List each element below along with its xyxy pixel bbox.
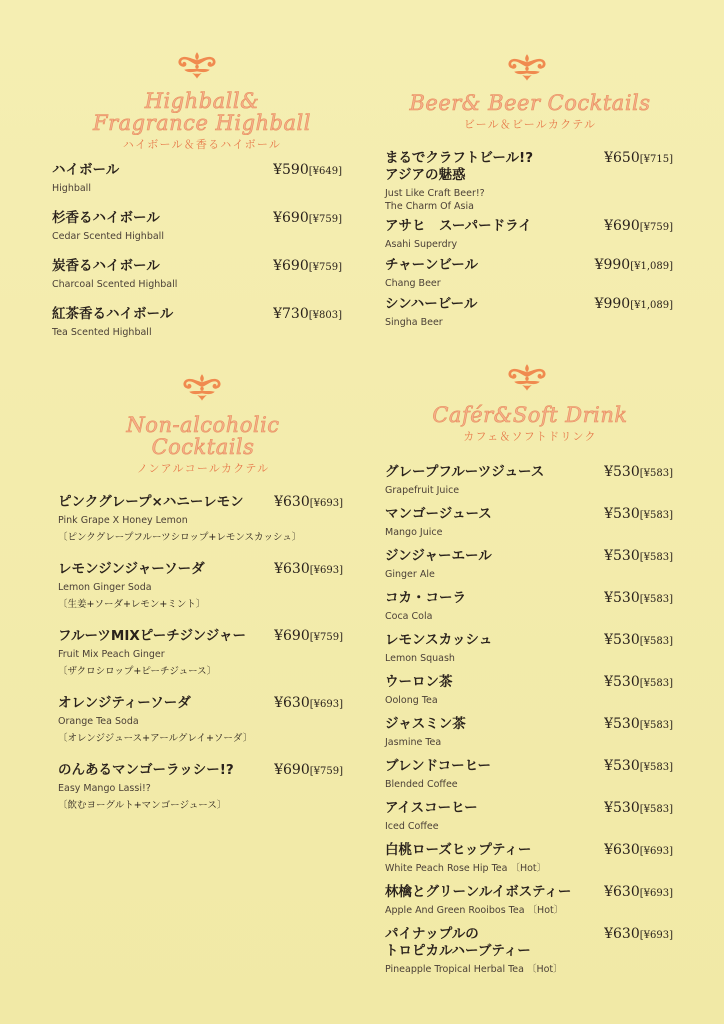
- item-name: フルーツMIXピーチジンジャー: [58, 628, 247, 644]
- item-ingredients: 〔ピンクグレープフルーツシロップ+レモンスカッシュ〕: [58, 532, 302, 543]
- item-name-en: Lemon Squash: [385, 653, 455, 664]
- beer-header: [385, 52, 675, 82]
- section-title-en: Beer& Beer Cocktails: [409, 91, 651, 115]
- item-name: まるでクラフトビール!?: [385, 150, 534, 166]
- menu-item: [385, 674, 673, 716]
- item-ingredients: 〔生姜+ソーダ+レモン+ミント〕: [58, 599, 206, 610]
- item-name: アサヒ スーパードライ: [385, 218, 532, 234]
- item-name: 林檎とグリーンルイボスティー: [385, 884, 572, 900]
- highball-list: [52, 162, 342, 354]
- item-price: ¥630[¥693]: [274, 494, 343, 510]
- section-title-en: Non-alcoholic: [126, 413, 280, 437]
- beer-list: [385, 150, 673, 335]
- item-price: ¥530[¥583]: [604, 800, 673, 816]
- menu-item: [385, 257, 673, 296]
- item-name: オレンジティーソーダ: [58, 695, 191, 711]
- menu-item: [385, 632, 673, 674]
- item-price: ¥630[¥693]: [604, 926, 673, 942]
- fleur-ornament-icon: [503, 362, 551, 392]
- menu-item: [385, 926, 673, 982]
- item-price: ¥990[¥1,089]: [594, 296, 673, 312]
- item-name-en: Highball: [52, 183, 91, 194]
- menu-item: [58, 561, 343, 628]
- item-price: ¥530[¥583]: [604, 758, 673, 774]
- menu-item: [52, 306, 342, 354]
- section-title-ja: ビール＆ビールカクテル: [463, 118, 597, 131]
- menu-item: [385, 464, 673, 506]
- item-name: ウーロン茶: [385, 674, 453, 690]
- item-name-en: Coca Cola: [385, 611, 433, 622]
- item-price: ¥690[¥759]: [273, 258, 342, 274]
- item-name-en: Blended Coffee: [385, 779, 458, 790]
- highball-header: [112, 50, 282, 80]
- item-name-en: Ginger Ale: [385, 569, 435, 580]
- cafe-section: [385, 362, 675, 975]
- item-price: ¥690[¥759]: [604, 218, 673, 234]
- item-price: ¥530[¥583]: [604, 548, 673, 564]
- item-name: 炭香るハイボール: [52, 258, 160, 274]
- menu-item: [385, 758, 673, 800]
- item-name-en: Charcoal Scented Highball: [52, 279, 178, 290]
- menu-item: [385, 150, 673, 218]
- item-name-line2: アジアの魅惑: [385, 167, 466, 183]
- highball-section: [52, 50, 342, 338]
- menu-item: [52, 162, 342, 210]
- item-name-en: Iced Coffee: [385, 821, 439, 832]
- section-title-ja: ノンアルコールカクテル: [136, 462, 270, 475]
- item-price: ¥530[¥583]: [604, 464, 673, 480]
- menu-item: [58, 628, 343, 695]
- item-name: レモンジンジャーソーダ: [58, 561, 205, 577]
- item-name-en: Orange Tea Soda: [58, 716, 139, 727]
- item-price: ¥530[¥583]: [604, 590, 673, 606]
- nonalc-header: [58, 372, 343, 402]
- item-name: シンハービール: [385, 296, 478, 312]
- item-name: マンゴージュース: [385, 506, 492, 522]
- item-ingredients: 〔ザクロシロップ+ピーチジュース〕: [58, 666, 217, 677]
- item-name: ブレンドコーヒー: [385, 758, 492, 774]
- item-name: 杉香るハイボール: [52, 210, 160, 226]
- item-price: ¥630[¥693]: [274, 695, 343, 711]
- section-title-en: Cafér&Soft Drink: [432, 403, 628, 427]
- item-name-en: Lemon Ginger Soda: [58, 582, 152, 593]
- menu-item: [58, 494, 343, 561]
- item-name-en: Oolong Tea: [385, 695, 438, 706]
- item-price: ¥630[¥693]: [604, 884, 673, 900]
- item-name: ピンクグレープ×ハニーレモン: [58, 494, 244, 510]
- item-name-en: Cedar Scented Highball: [52, 231, 164, 242]
- menu-item: [385, 800, 673, 842]
- item-name-en: Tea Scented Highball: [52, 327, 152, 338]
- item-name: チャーンビール: [385, 257, 479, 273]
- nonalc-title-block: [58, 414, 348, 476]
- item-name-line2: トロピカルハーブティー: [385, 943, 531, 959]
- menu-item: [52, 210, 342, 258]
- item-price: ¥690[¥759]: [273, 210, 342, 226]
- item-ingredients: 〔飲むヨーグルト+マンゴージュース〕: [58, 800, 227, 811]
- menu-item: [385, 218, 673, 257]
- item-price: ¥990[¥1,089]: [594, 257, 673, 273]
- item-name-en: Singha Beer: [385, 317, 443, 328]
- item-name-en: Easy Mango Lassi!?: [58, 783, 151, 794]
- section-title-en-2: Cocktails: [151, 435, 255, 459]
- item-price: ¥690[¥759]: [274, 628, 343, 644]
- item-name-en: Just Like Craft Beer!?: [385, 188, 485, 199]
- cafe-title-block: [385, 404, 675, 444]
- menu-item: [385, 506, 673, 548]
- nonalc-list: [58, 494, 343, 829]
- item-name: ジンジャーエール: [385, 548, 492, 564]
- item-price: ¥690[¥759]: [274, 762, 343, 778]
- item-name-en: Mango Juice: [385, 527, 443, 538]
- menu-item: [385, 716, 673, 758]
- menu-item: [385, 842, 673, 884]
- item-name: パイナップルの: [385, 926, 479, 942]
- beer-section: [385, 52, 675, 328]
- item-name-en: Jasmine Tea: [385, 737, 442, 748]
- menu-item: [385, 548, 673, 590]
- section-title-ja: ハイボール＆香るハイボール: [122, 138, 282, 151]
- item-price: ¥530[¥583]: [604, 674, 673, 690]
- menu-item: [58, 695, 343, 762]
- menu-item: [385, 296, 673, 335]
- item-name: ハイボール: [52, 162, 120, 178]
- item-name-en: Grapefruit Juice: [385, 485, 460, 496]
- item-name-en: Pineapple Tropical Herbal Tea 〔Hot〕: [385, 964, 563, 975]
- menu-item: [385, 884, 673, 926]
- item-name-en: White Peach Rose Hip Tea 〔Hot〕: [385, 863, 547, 874]
- section-title-en-2: Fragrance Highball: [93, 111, 311, 135]
- item-name-en: Fruit Mix Peach Ginger: [58, 649, 165, 660]
- section-title-en: Highball&: [144, 89, 260, 113]
- cafe-header: [385, 362, 675, 392]
- fleur-ornament-icon: [503, 52, 551, 82]
- item-name-en: Chang Beer: [385, 278, 441, 289]
- item-price: ¥650[¥715]: [604, 150, 673, 166]
- menu-item: [52, 258, 342, 306]
- highball-title-block: [42, 90, 362, 152]
- item-name: 紅茶香るハイボール: [52, 306, 174, 322]
- item-name: のんあるマンゴーラッシー!?: [58, 762, 234, 778]
- beer-title-block: [380, 92, 680, 132]
- item-price: ¥590[¥649]: [273, 162, 342, 178]
- nonalc-section: [58, 372, 343, 811]
- item-name-en: Pink Grape X Honey Lemon: [58, 515, 188, 526]
- item-price: ¥630[¥693]: [274, 561, 343, 577]
- item-name: 白桃ローズヒップティー: [385, 842, 532, 858]
- section-title-ja: カフェ＆ソフトドリンク: [463, 430, 597, 443]
- item-price: ¥530[¥583]: [604, 716, 673, 732]
- item-price: ¥730[¥803]: [273, 306, 342, 322]
- menu-item: [385, 590, 673, 632]
- cafe-list: [385, 464, 673, 982]
- item-name: ジャスミン茶: [385, 716, 466, 732]
- item-name-en-line2: The Charm Of Asia: [385, 201, 474, 212]
- item-price: ¥630[¥693]: [604, 842, 673, 858]
- item-name-en: Asahi Superdry: [385, 239, 458, 250]
- item-ingredients: 〔オレンジジュース+アールグレイ+ソーダ〕: [58, 733, 253, 744]
- item-name-en: Apple And Green Rooibos Tea 〔Hot〕: [385, 905, 564, 916]
- item-price: ¥530[¥583]: [604, 506, 673, 522]
- item-name: グレープフルーツジュース: [385, 464, 545, 480]
- item-name: アイスコーヒー: [385, 800, 478, 816]
- item-name: レモンスカッシュ: [385, 632, 493, 648]
- fleur-ornament-icon: [173, 50, 221, 80]
- menu-item: [58, 762, 343, 829]
- fleur-ornament-icon: [178, 372, 226, 402]
- item-name: コカ・コーラ: [385, 590, 466, 606]
- item-price: ¥530[¥583]: [604, 632, 673, 648]
